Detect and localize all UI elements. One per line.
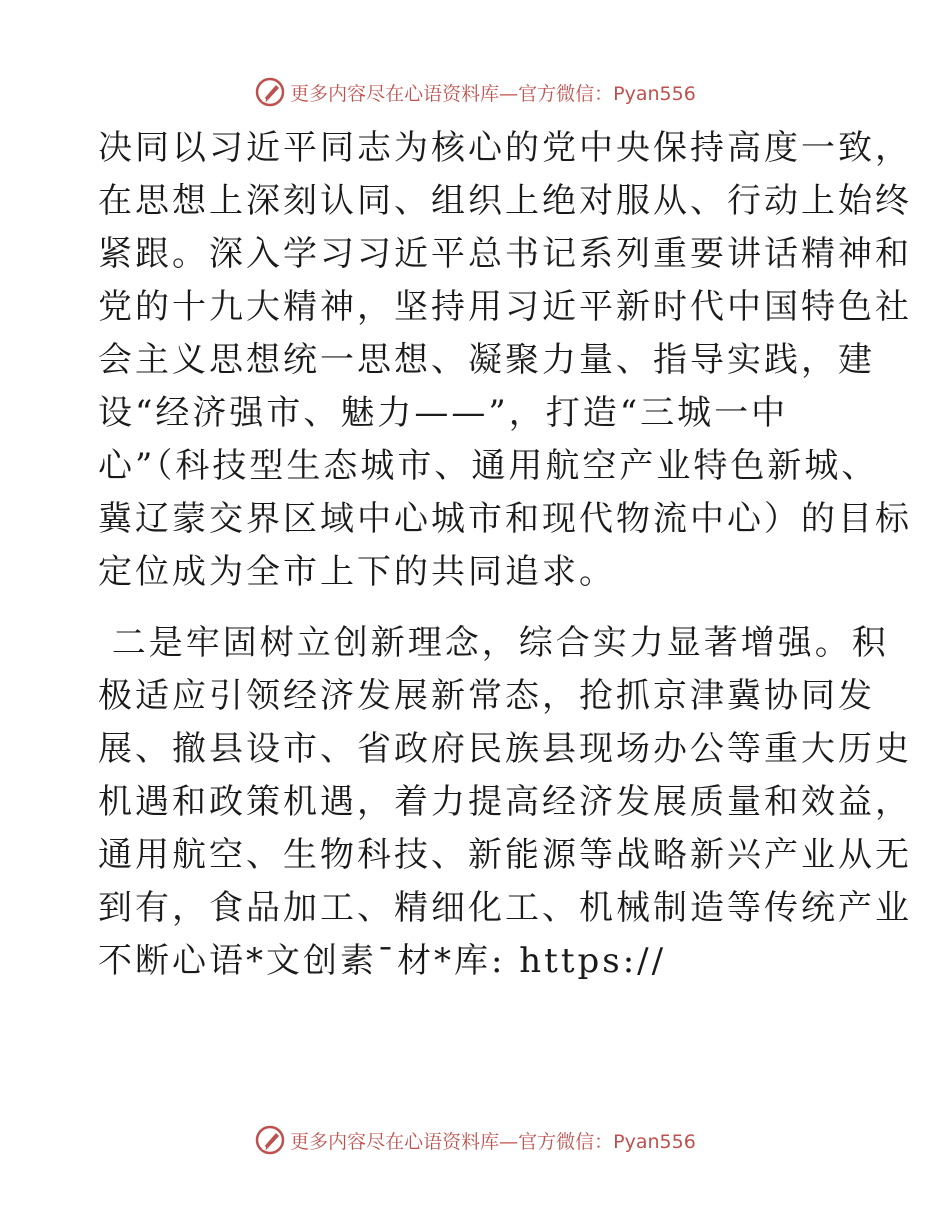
- text-line: 设“经济强市、魅力——”，打造“三城一中: [98, 393, 789, 433]
- text-line: 紧跟。深入学习习近平总书记系列重要讲话精神和: [98, 234, 912, 274]
- header-watermark-text: 更多内容尽在心语资料库—官方微信：Pyan556: [290, 82, 696, 105]
- pen-logo-icon: [254, 76, 286, 108]
- header-watermark: [0, 72, 950, 112]
- text-line: 在思想上深刻认同、组织上绝对服从、行动上始终: [98, 181, 912, 221]
- document-body: [98, 122, 912, 988]
- footer-watermark-text: 更多内容尽在心语资料库—官方微信：Pyan556: [290, 1130, 696, 1153]
- text-line: 二是牢固树立创新理念，综合实力显著增强。积: [98, 623, 889, 663]
- text-line: 心”（科技型生态城市、通用航空产业特色新城、: [98, 446, 879, 486]
- text-line: 决同以习近平同志为核心的党中央保持高度一致，: [98, 128, 912, 168]
- text-line: 党的十九大精神，坚持用习近平新时代中国特色社: [98, 287, 912, 327]
- text-line: 定位成为全市上下的共同追求。: [98, 552, 616, 592]
- paragraph-2: [98, 617, 912, 988]
- text-line: 极适应引领经济发展新常态，抢抓京津冀协同发: [98, 676, 875, 716]
- text-line: 展、撤县设市、省政府民族县现场办公等重大历史: [98, 729, 912, 769]
- paragraph-1: [98, 122, 912, 599]
- text-line: 不断心语*文创素¯材*库: https://: [98, 941, 667, 981]
- text-line: 冀辽蒙交界区域中心城市和现代物流中心）的目标: [98, 499, 912, 539]
- text-line: 通用航空、生物科技、新能源等战略新兴产业从无: [98, 835, 912, 875]
- text-line: 到有，食品加工、精细化工、机械制造等传统产业: [98, 888, 912, 928]
- text-line: 会主义思想统一思想、凝聚力量、指导实践，建: [98, 340, 875, 380]
- text-line: 机遇和政策机遇，着力提高经济发展质量和效益，: [98, 782, 912, 822]
- pen-logo-icon: [254, 1124, 286, 1156]
- footer-watermark: [0, 1120, 950, 1160]
